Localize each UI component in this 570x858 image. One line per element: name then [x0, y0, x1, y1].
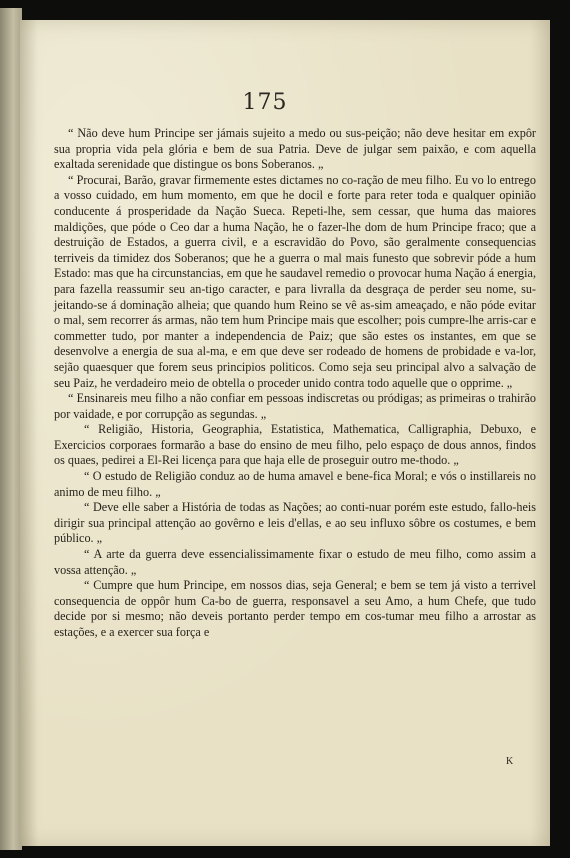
adjacent-page-edge — [0, 8, 22, 850]
paragraph: “ Deve elle saber a História de todas as Nações; ao conti-nuar porém este estudo, fallo-heis dirigir sua principal attenção ao govêrno e leis d'ellas, e ao seu influxo sôbre os costumes, e bem público. „ — [54, 500, 536, 546]
paragraph: “ Procurai, Barão, gravar firmemente estes dictames no co-ração de meu filho. Eu vo lo entrego a vosso cuidado, em hum momento, em que he docil e forte para reter toda e qualquer opinião conducente á prosperidade da Nação Sueca. Repeti-lhe, sem cessar, que huma das maiores maldições, que póde o Ceo dar a huma Nação, he o fazer-lhe dom de hum Principe fraco; que a destruição de Estados, a guerra civil, e a escravidão do Povo, são geralmente consequencias terriveis da timidez dos Soberanos; que he a guerra o mal mais funesto que sobrevir póde a hum Estado: mas que ha circunstancias, em que he saudavel remedio o provocar huma Nação á energia, para fazella reassumir seu an-tigo caracter, e para livralla da desgraça de perder seu nome, su-jeitando-se á dominação alheia; que quando hum Reino se vê as-sim ameaçado, e não póde evitar o mal, sem recorrer ás armas, não tem hum Principe mais que escolher; pois cumpre-lhe arris-car e commetter tudo, por manter a independencia de Paiz; que são estes os instantes, em que se desenvolve a energia de sua al-ma, e em que deve ser rodeado de homens de probidade e va-lor, sejão quaesquer que forem seus principios politicos. Como seja seu principal alvo a salvação de seu Paiz, he verdadeiro meio de obtella o proceder unido contra todo aquelle que o opprime. „ — [54, 172, 536, 390]
paragraph: “ Ensinareis meu filho a não confiar em pessoas indiscretas ou pródigas; as primeiras o trahirão por vaidade, e por corrupção as segundas. „ — [54, 391, 536, 421]
paragraph: “ O estudo de Religião conduz ao de huma amavel e bene-fica Moral; e vós o instillareis no animo de meu filho. „ — [54, 469, 536, 499]
signature-mark: K — [506, 756, 514, 767]
page-number: 175 — [242, 90, 288, 115]
paragraph: “ Religião, Historia, Geographia, Estatistica, Mathematica, Calligraphia, Debuxo, e Exercicios corporaes formarão a base do ensino de meu filho, pelo espaço de dous annos, findos os quaes, pedirei a El-Rei licença para que haja elle de proseguir outro me-thodo. „ — [54, 422, 536, 468]
paragraph: “ A arte da guerra deve essencialissimamente fixar o estudo de meu filho, como assim a vossa attenção. „ — [54, 547, 536, 577]
paragraph: “ Cumpre que hum Principe, em nossos dias, seja General; e bem se tem já visto a terrivel consequencia de oppôr hum Ca-bo de guerra, responsavel a seu Amo, a hum Chefe, que tudo decide por si mesmo; não deveis portanto perder tempo em cos-tumar meu filho a arrostar as estações, e a exercer sua força e — [54, 578, 536, 639]
page-body — [54, 126, 536, 641]
paragraph: “ Não deve hum Principe ser jámais sujeito a medo ou sus-peição; não deve hesitar em expôr sua propria vida pela glória e bem de sua Patria. Deve de julgar sem paixão, e com aquella exaltada serenidade que distingue os bons Soberanos. „ — [54, 126, 536, 172]
